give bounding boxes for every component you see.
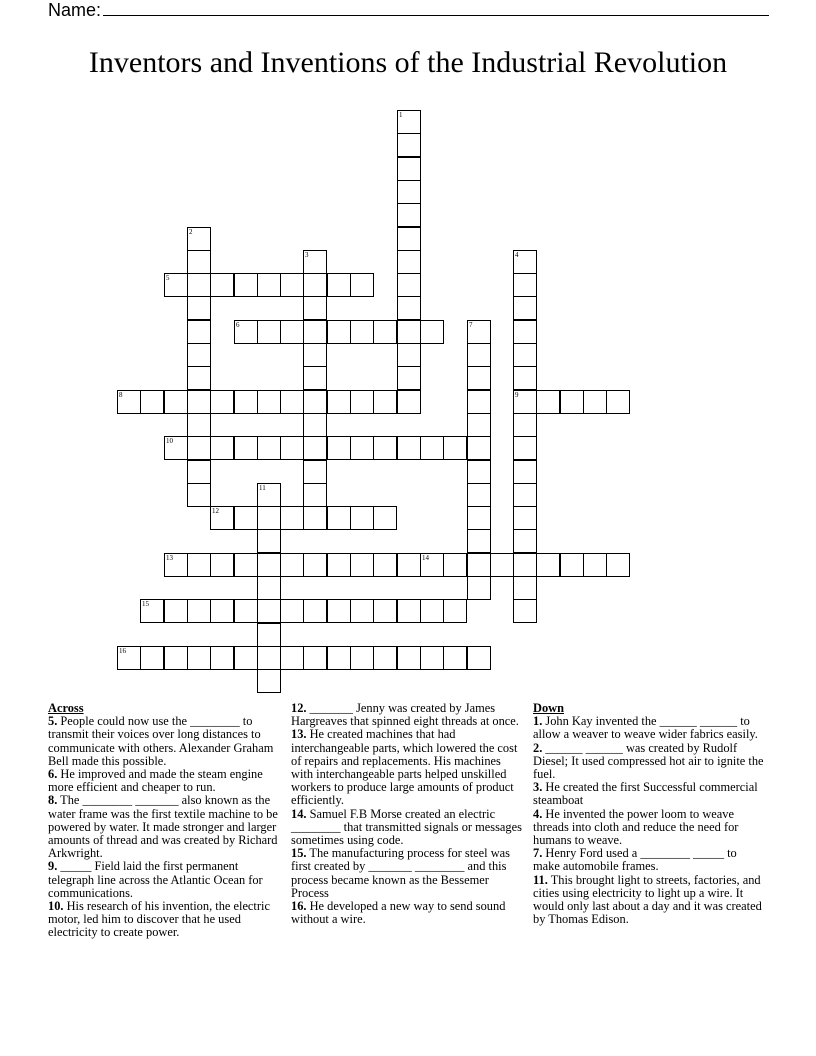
grid-cell[interactable] <box>187 599 211 623</box>
clue-number: 3. <box>533 780 543 795</box>
grid-cell[interactable] <box>303 343 327 367</box>
grid-cell[interactable] <box>257 436 281 460</box>
cell-number: 1 <box>399 111 403 119</box>
clue-text: He created machines that had interchangeable parts, which lowered the cost of repairs and replacements. His machines with interchangeable parts helped unskilled workers to produce large amounts of product efficiently. <box>291 727 518 808</box>
across-clue-6 <box>48 768 282 794</box>
grid-cell[interactable] <box>327 506 351 530</box>
clue-text: His research of his invention, the electric motor, led him to discover that he used electricity to create power. <box>48 899 270 940</box>
cell-number: 6 <box>236 321 240 329</box>
grid-cell[interactable] <box>536 390 560 414</box>
grid-cell[interactable] <box>606 390 630 414</box>
grid-cell[interactable] <box>303 296 327 320</box>
grid-cell[interactable] <box>373 646 397 670</box>
grid-cell[interactable] <box>350 553 374 577</box>
clue-number: 12. <box>291 701 307 715</box>
grid-cell[interactable] <box>257 669 281 693</box>
clue-text: People could now use the ________ to transmit their voices over long distances to communicate with others. Alexander Graham Bell made this possible. <box>48 714 274 768</box>
grid-cell[interactable] <box>513 366 537 390</box>
grid-cell[interactable] <box>397 273 421 297</box>
grid-cell[interactable] <box>257 390 281 414</box>
grid-cell[interactable] <box>234 390 258 414</box>
grid-cell[interactable] <box>187 413 211 437</box>
cell-number: 5 <box>166 274 170 282</box>
grid-cell[interactable] <box>187 436 211 460</box>
clue-number: 13. <box>291 727 307 742</box>
grid-cell[interactable] <box>513 296 537 320</box>
clue-text: Samuel F.B Morse created an electric ________ that transmitted signals or messages sometimes using code. <box>291 806 522 848</box>
clue-text: He developed a new way to send sound without a wire. <box>291 899 506 927</box>
cell-number: 7 <box>469 321 473 329</box>
down-clue-2 <box>533 742 765 782</box>
down-clue-11 <box>533 874 765 927</box>
grid-cell[interactable] <box>397 296 421 320</box>
grid-cell[interactable] <box>327 599 351 623</box>
across-clue-12 <box>291 702 523 728</box>
grid-cell[interactable] <box>327 436 351 460</box>
cell-number: 11 <box>259 484 266 492</box>
grid-cell[interactable] <box>164 390 188 414</box>
grid-cell[interactable] <box>210 599 234 623</box>
grid-cell[interactable] <box>187 320 211 344</box>
cell-number: 3 <box>305 251 309 259</box>
grid-cell[interactable] <box>513 483 537 507</box>
grid-cell[interactable] <box>420 553 444 577</box>
grid-cell[interactable] <box>257 553 281 577</box>
grid-cell[interactable] <box>513 320 537 344</box>
grid-cell[interactable] <box>234 273 258 297</box>
grid-cell[interactable] <box>187 366 211 390</box>
cell-number: 12 <box>212 507 219 515</box>
clue-text: ______ ______ was created by Rudolf Diesel; It used compressed hot air to ignite the fuel. <box>533 740 764 782</box>
cell-number: 14 <box>422 554 429 562</box>
grid-cell[interactable] <box>257 320 281 344</box>
down-clue-1 <box>533 715 765 741</box>
grid-cell[interactable] <box>373 553 397 577</box>
across-clue-8 <box>48 794 282 860</box>
grid-cell[interactable] <box>397 320 421 344</box>
grid-cell[interactable] <box>280 599 304 623</box>
grid-cell[interactable] <box>513 553 537 577</box>
grid-cell[interactable] <box>210 646 234 670</box>
cell-number: 4 <box>515 251 519 259</box>
grid-cell[interactable] <box>303 460 327 484</box>
grid-cell[interactable] <box>467 646 491 670</box>
across-clue-9 <box>48 860 282 900</box>
cell-number: 8 <box>119 391 123 399</box>
grid-cell[interactable] <box>303 646 327 670</box>
across-clue-5 <box>48 715 282 768</box>
clue-number: 8. <box>48 793 58 808</box>
grid-cell[interactable] <box>257 506 281 530</box>
clues-column-1 <box>48 702 282 940</box>
cell-number: 15 <box>142 600 149 608</box>
grid-cell[interactable] <box>210 506 234 530</box>
grid-cell[interactable] <box>257 576 281 600</box>
grid-cell[interactable] <box>513 460 537 484</box>
grid-cell[interactable] <box>303 320 327 344</box>
grid-cell[interactable] <box>467 576 491 600</box>
grid-cell[interactable] <box>280 553 304 577</box>
grid-cell[interactable] <box>443 553 467 577</box>
grid-cell[interactable] <box>164 553 188 577</box>
grid-cell[interactable] <box>234 436 258 460</box>
clue-number: 1. <box>533 714 543 729</box>
cell-number: 2 <box>189 228 193 236</box>
grid-cell[interactable] <box>420 436 444 460</box>
clue-number: 14. <box>291 806 307 821</box>
grid-cell[interactable] <box>303 436 327 460</box>
grid-cell[interactable] <box>210 436 234 460</box>
clue-text: Henry Ford used a ________ _____ to make automobile frames. <box>533 846 737 874</box>
down-clue-7 <box>533 847 765 873</box>
grid-cell[interactable] <box>350 599 374 623</box>
grid-cell[interactable] <box>187 227 211 251</box>
grid-cell[interactable] <box>164 646 188 670</box>
grid-cell[interactable] <box>397 390 421 414</box>
grid-cell[interactable] <box>327 553 351 577</box>
across-clue-10 <box>48 900 282 940</box>
grid-cell[interactable] <box>187 553 211 577</box>
clue-text: The manufacturing process for steel was first created by _______ ________ and this process became known as the Bessemer Process <box>291 846 510 900</box>
grid-cell[interactable] <box>397 110 421 134</box>
grid-cell[interactable] <box>210 273 234 297</box>
clue-text: John Kay invented the ______ ______ to allow a weaver to weave wider fabrics easily. <box>533 714 758 742</box>
grid-cell[interactable] <box>280 506 304 530</box>
grid-cell[interactable] <box>327 320 351 344</box>
clue-text: He created the first Successful commercial steamboat <box>533 780 758 808</box>
down-clue-3 <box>533 781 765 807</box>
grid-cell[interactable] <box>467 390 491 414</box>
page-title: Inventors and Inventions of the Industrial Revolution <box>88 46 728 79</box>
grid-cell[interactable] <box>467 413 491 437</box>
grid-cell[interactable] <box>350 436 374 460</box>
grid-cell[interactable] <box>303 366 327 390</box>
grid-cell[interactable] <box>257 273 281 297</box>
grid-cell[interactable] <box>234 599 258 623</box>
grid-cell[interactable] <box>303 273 327 297</box>
grid-cell[interactable] <box>397 250 421 274</box>
grid-cell[interactable] <box>397 203 421 227</box>
grid-cell[interactable] <box>420 646 444 670</box>
clue-number: 7. <box>533 846 543 861</box>
grid-cell[interactable] <box>210 390 234 414</box>
grid-cell[interactable] <box>187 343 211 367</box>
clue-text: _____ Field laid the first permanent telegraph line across the Atlantic Ocean for communications. <box>48 859 263 900</box>
grid-cell[interactable] <box>467 460 491 484</box>
grid-cell[interactable] <box>443 436 467 460</box>
grid-cell[interactable] <box>467 320 491 344</box>
grid-cell[interactable] <box>303 506 327 530</box>
grid-cell[interactable] <box>373 599 397 623</box>
grid-cell[interactable] <box>397 553 421 577</box>
grid-cell[interactable] <box>397 157 421 181</box>
grid-cell[interactable] <box>164 599 188 623</box>
grid-cell[interactable] <box>117 390 141 414</box>
grid-cell[interactable] <box>397 599 421 623</box>
grid-cell[interactable] <box>257 623 281 647</box>
clue-number: 16. <box>291 899 307 914</box>
grid-cell[interactable] <box>280 320 304 344</box>
grid-cell[interactable] <box>467 506 491 530</box>
grid-cell[interactable] <box>513 250 537 274</box>
grid-cell[interactable] <box>420 320 444 344</box>
grid-cell[interactable] <box>373 436 397 460</box>
clue-number: 10. <box>48 899 64 914</box>
cell-number: 16 <box>119 647 126 655</box>
grid-cell[interactable] <box>560 390 584 414</box>
grid-cell[interactable] <box>350 320 374 344</box>
across-clue-15 <box>291 847 523 900</box>
clue-text: The ________ _______ also known as the water frame was the first textile machine to be powered by water. It made stronger and larger amounts of thread and was created by Richard Arkwright. <box>48 793 278 861</box>
grid-cell[interactable] <box>397 436 421 460</box>
grid-cell[interactable] <box>513 599 537 623</box>
grid-cell[interactable] <box>140 390 164 414</box>
grid-cell[interactable] <box>373 506 397 530</box>
clue-number: 4. <box>533 806 543 821</box>
grid-cell[interactable] <box>164 273 188 297</box>
grid-cell[interactable] <box>303 413 327 437</box>
clue-number: 9. <box>48 859 58 874</box>
grid-cell[interactable] <box>467 529 491 553</box>
grid-cell[interactable] <box>443 599 467 623</box>
grid-cell[interactable] <box>187 273 211 297</box>
grid-cell[interactable] <box>513 413 537 437</box>
grid-cell[interactable] <box>467 483 491 507</box>
cell-number: 13 <box>166 554 173 562</box>
across-heading: Across <box>48 701 84 715</box>
clue-text: _______ Jenny was created by James Hargreaves that spinned eight threads at once. <box>291 701 519 729</box>
grid-cell[interactable] <box>187 390 211 414</box>
grid-cell[interactable] <box>280 436 304 460</box>
grid-cell[interactable] <box>513 343 537 367</box>
grid-cell[interactable] <box>513 436 537 460</box>
grid-cell[interactable] <box>397 366 421 390</box>
grid-cell[interactable] <box>467 366 491 390</box>
across-clue-16 <box>291 900 523 926</box>
grid-cell[interactable] <box>350 506 374 530</box>
down-clue-4 <box>533 808 765 848</box>
grid-cell[interactable] <box>397 343 421 367</box>
cell-number: 10 <box>166 437 173 445</box>
grid-cell[interactable] <box>187 250 211 274</box>
grid-cell[interactable] <box>350 273 374 297</box>
grid-cell[interactable] <box>303 553 327 577</box>
grid-cell[interactable] <box>397 227 421 251</box>
grid-cell[interactable] <box>583 390 607 414</box>
grid-cell[interactable] <box>327 390 351 414</box>
clue-text: He improved and made the steam engine more efficient and cheaper to run. <box>48 767 263 795</box>
grid-cell[interactable] <box>606 553 630 577</box>
across-clue-14 <box>291 808 523 848</box>
grid-cell[interactable] <box>210 553 234 577</box>
grid-cell[interactable] <box>303 390 327 414</box>
grid-cell[interactable] <box>257 599 281 623</box>
grid-cell[interactable] <box>234 506 258 530</box>
grid-cell[interactable] <box>140 599 164 623</box>
clues-column-3 <box>533 702 765 926</box>
grid-cell[interactable] <box>397 180 421 204</box>
grid-cell[interactable] <box>327 646 351 670</box>
grid-cell[interactable] <box>257 483 281 507</box>
grid-cell[interactable] <box>373 320 397 344</box>
clues-column-2 <box>291 702 523 926</box>
grid-cell[interactable] <box>467 553 491 577</box>
grid-cell[interactable] <box>490 553 514 577</box>
grid-cell[interactable] <box>327 273 351 297</box>
grid-cell[interactable] <box>303 483 327 507</box>
grid-cell[interactable] <box>187 460 211 484</box>
name-label: Name: <box>48 0 102 20</box>
clue-number: 2. <box>533 740 543 755</box>
grid-cell[interactable] <box>350 646 374 670</box>
grid-cell[interactable] <box>117 646 141 670</box>
grid-cell[interactable] <box>583 553 607 577</box>
grid-cell[interactable] <box>280 390 304 414</box>
down-heading: Down <box>533 701 564 715</box>
grid-cell[interactable] <box>350 390 374 414</box>
grid-cell[interactable] <box>257 646 281 670</box>
grid-cell[interactable] <box>420 599 444 623</box>
grid-cell[interactable] <box>443 646 467 670</box>
grid-cell[interactable] <box>280 273 304 297</box>
grid-cell[interactable] <box>397 133 421 157</box>
grid-cell[interactable] <box>513 390 537 414</box>
grid-cell[interactable] <box>187 646 211 670</box>
clue-number: 15. <box>291 846 307 861</box>
clue-number: 11. <box>533 872 548 887</box>
grid-cell[interactable] <box>164 436 188 460</box>
grid-cell[interactable] <box>303 250 327 274</box>
clue-text: This brought light to streets, factories, and cities using electricity to light up a wire. It would only last about a day and it was created by Thomas Edison. <box>533 872 762 927</box>
grid-cell[interactable] <box>234 646 258 670</box>
grid-cell[interactable] <box>467 343 491 367</box>
grid-cell[interactable] <box>234 320 258 344</box>
grid-cell[interactable] <box>187 483 211 507</box>
grid-cell[interactable] <box>187 296 211 320</box>
grid-cell[interactable] <box>513 529 537 553</box>
clue-number: 6. <box>48 767 58 782</box>
grid-cell[interactable] <box>234 553 258 577</box>
grid-cell[interactable] <box>560 553 584 577</box>
grid-cell[interactable] <box>280 646 304 670</box>
clue-number: 5. <box>48 714 58 729</box>
grid-cell[interactable] <box>536 553 560 577</box>
grid-cell[interactable] <box>513 576 537 600</box>
grid-cell[interactable] <box>257 529 281 553</box>
across-clue-13 <box>291 728 523 807</box>
grid-cell[interactable] <box>140 646 164 670</box>
grid-cell[interactable] <box>513 273 537 297</box>
grid-cell[interactable] <box>513 506 537 530</box>
grid-cell[interactable] <box>397 646 421 670</box>
grid-cell[interactable] <box>373 390 397 414</box>
grid-cell[interactable] <box>303 599 327 623</box>
cell-number: 9 <box>515 391 519 399</box>
grid-cell[interactable] <box>467 436 491 460</box>
clue-text: He invented the power loom to weave threads into cloth and reduce the need for humans to weave. <box>533 806 739 848</box>
